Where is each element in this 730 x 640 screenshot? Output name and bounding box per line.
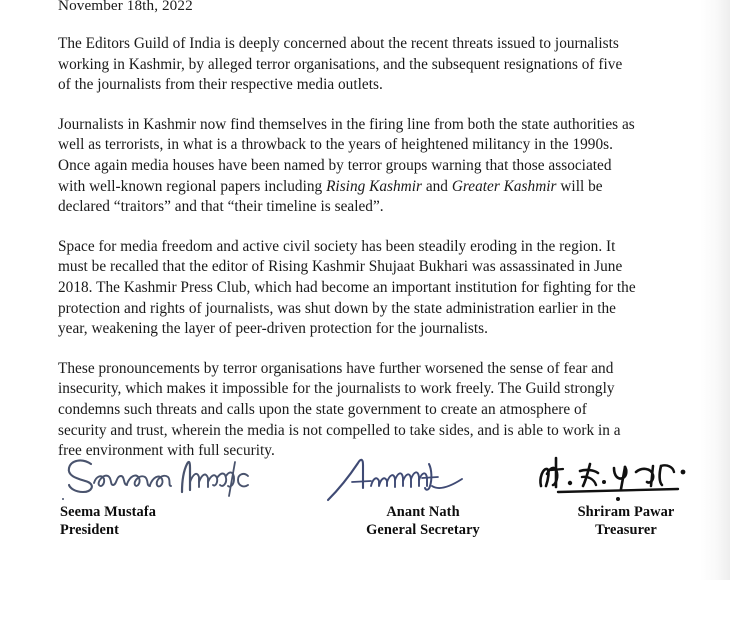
text-run: The Editors Guild of India is deeply concerned about the recent threats issued to journalists — [58, 35, 619, 52]
paragraph-line — [58, 156, 670, 177]
ink-speck — [62, 498, 64, 500]
text-run: of the journalists from their respective media outlets. — [58, 76, 383, 94]
signatory-name: Seema Mustafa — [60, 504, 157, 520]
publication-title: Rising Kashmir — [326, 177, 422, 195]
text-run: security and trust, wherein the media is not compelled to take sides, and is able to work in a — [58, 421, 621, 439]
text-run: will be — [556, 177, 603, 195]
signatory-name: Anant Nath — [386, 504, 460, 520]
handwritten-signature-seema-mustafa — [58, 452, 268, 504]
paragraph-line — [58, 257, 670, 278]
signature-block — [58, 452, 678, 562]
text-run: well as terrorists, in what is a throwback to the years of heightened militancy in the 1990s. — [58, 136, 613, 154]
paragraph — [58, 237, 670, 340]
paragraph-line — [58, 115, 670, 136]
signatory-shriram-pawar — [518, 452, 728, 562]
text-run: These pronouncements by terror organisations have further worsened the sense of fear and — [58, 359, 614, 377]
text-run: Journalists in Kashmir now find themselves in the firing line from both the state authorities as — [58, 115, 635, 133]
text-run: with well-known regional papers including — [58, 177, 327, 195]
text-run: Once again media houses have been named by terror groups warning that those associated — [58, 156, 612, 174]
handwritten-signature-shriram-pawar — [518, 452, 728, 504]
paragraph — [58, 359, 670, 462]
paragraph-line — [58, 359, 670, 380]
signatory-anant-nath — [316, 452, 526, 562]
document-body — [58, 0, 670, 477]
text-run: year, weakening the layer of peer-driven protection for the journalists. — [58, 320, 488, 338]
paragraph-line — [58, 75, 670, 96]
text-run: condemns such threats and calls upon the state government to create an atmosphere of — [58, 400, 587, 418]
text-run: insecurity, which makes it impossible for the journalists to work freely. The Guild strongly — [58, 380, 615, 398]
paragraph-line — [58, 34, 670, 55]
date-line: November 18th, 2022 — [58, 0, 193, 14]
paragraph-line — [58, 55, 670, 76]
text-run: and — [421, 177, 452, 195]
paragraph-line — [58, 237, 670, 258]
paragraph-line — [58, 379, 670, 400]
signatory-title: President — [60, 521, 119, 538]
paragraph-line — [58, 400, 670, 421]
text-run: 2018. The Kashmir Press Club, which had become an important institution for fighting for the — [58, 278, 636, 296]
text-run: protection and rights of journalists, was shut down by the state administration earlier in the — [58, 299, 616, 317]
text-run: working in Kashmir, by alleged terror organisations, and the subsequent resignations of five — [58, 55, 623, 73]
paragraph-line — [58, 135, 670, 156]
paragraph-list — [58, 34, 670, 462]
paragraph-line — [58, 319, 670, 340]
signatory-title: Treasurer — [595, 521, 657, 538]
signatory-name: Shriram Pawar — [577, 504, 675, 520]
paragraph — [58, 115, 670, 218]
paragraph-line — [58, 278, 670, 299]
paragraph-line — [58, 177, 670, 198]
text-run: Space for media freedom and active civil society has been steadily eroding in the region. It — [58, 237, 616, 255]
text-run: must be recalled that the editor of Rising Kashmir Shujaat Bukhari was assassinated in June — [58, 258, 623, 276]
paragraph-line — [58, 299, 670, 320]
handwritten-signature-anant-nath — [316, 452, 526, 504]
text-run: declared “traitors” and that “their timeline is sealed”. — [58, 198, 384, 216]
paragraph-line — [58, 421, 670, 442]
publication-title: Greater Kashmir — [451, 177, 557, 195]
paragraph-line — [58, 197, 670, 218]
signatory-title: General Secretary — [366, 521, 480, 538]
text-run: free environment with full security. — [58, 442, 275, 460]
paragraph — [58, 34, 670, 96]
signatory-seema-mustafa — [58, 452, 268, 562]
